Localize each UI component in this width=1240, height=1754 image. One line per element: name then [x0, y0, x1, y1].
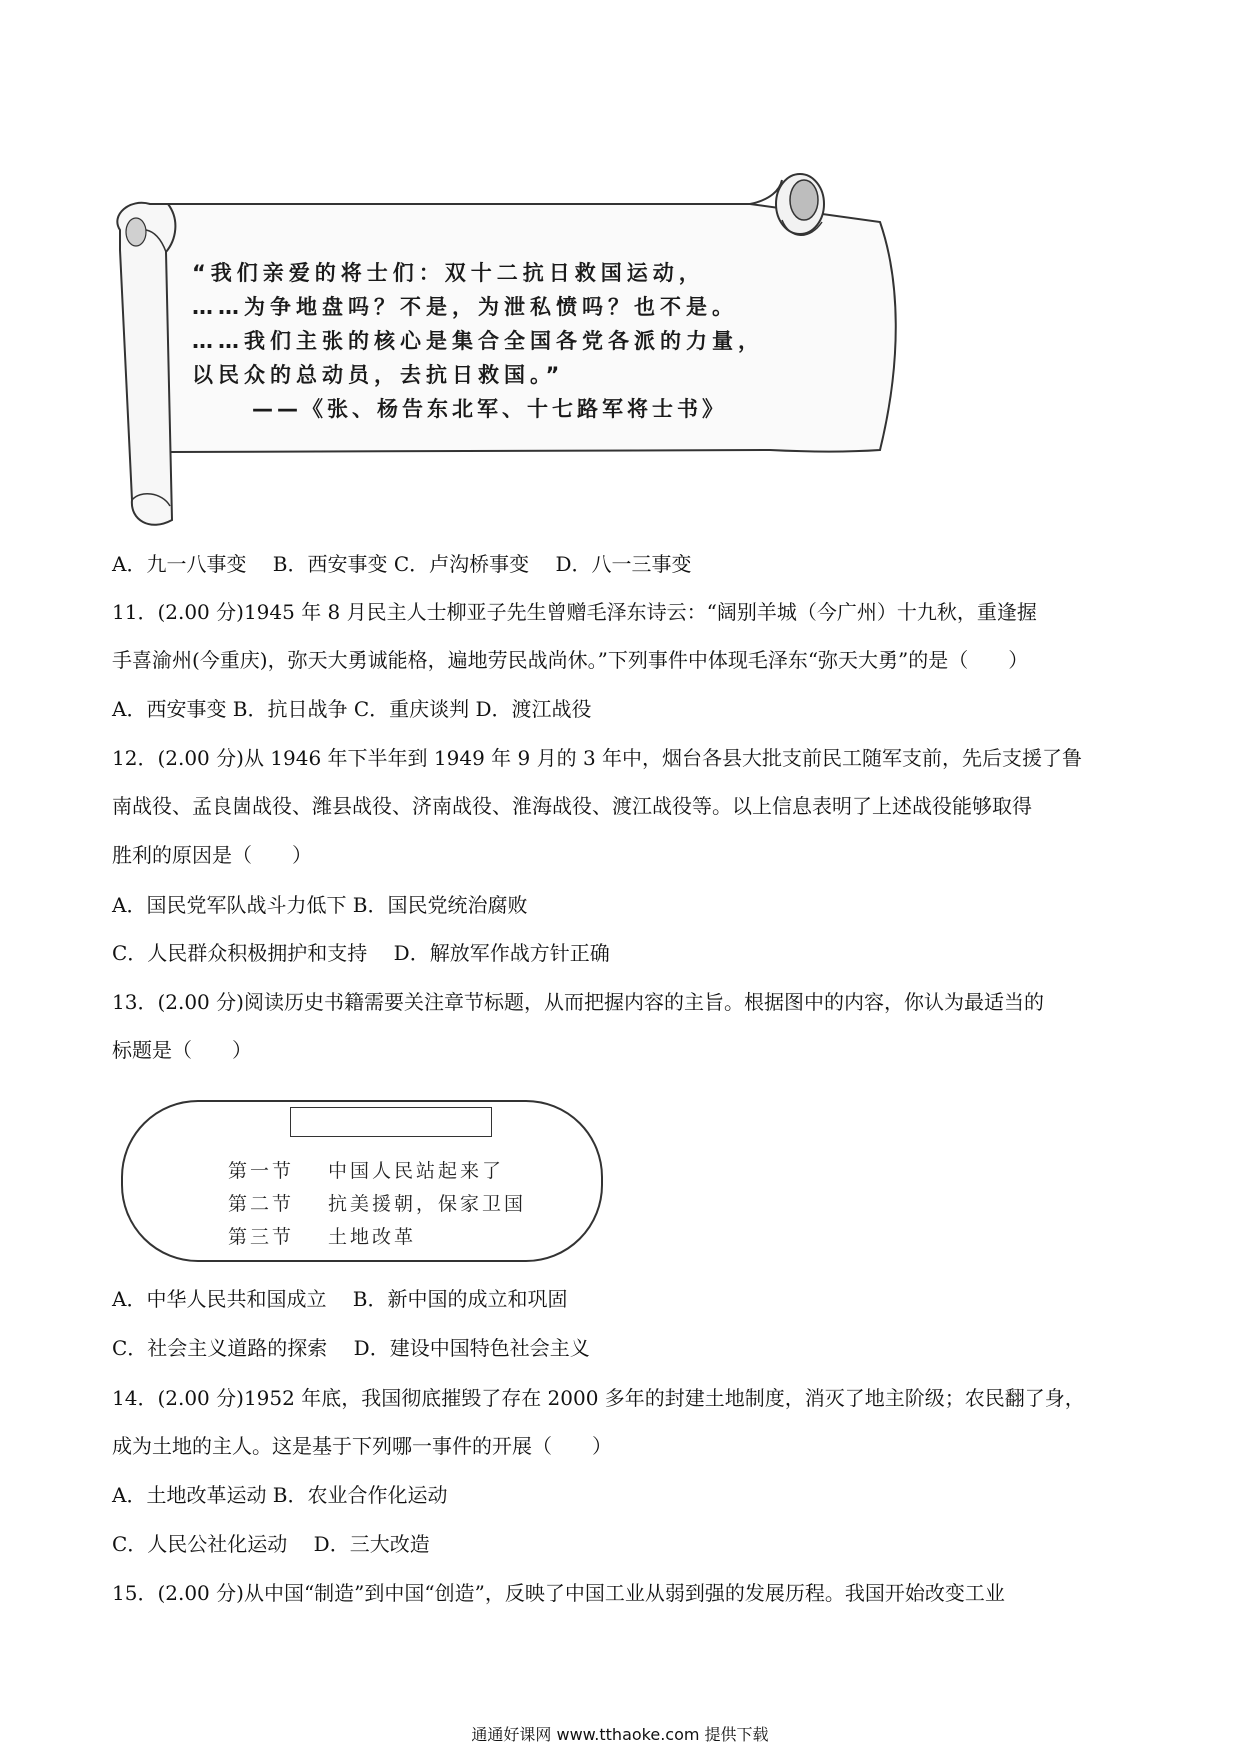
scroll-quote-line: 以民众的总动员，去抗日救国。”	[192, 363, 565, 387]
q12-stem-line: 胜利的原因是（ ）	[112, 843, 312, 867]
q13-options: A．中华人民共和国成立 B．新中国的成立和巩固	[112, 1287, 568, 1311]
chapter-outline-figure	[118, 1097, 608, 1267]
section-number: 第一节	[228, 1160, 295, 1182]
section-list	[228, 1155, 526, 1254]
section-row	[228, 1221, 526, 1254]
page-footer: 通通好课网 www.tthaoke.com 提供下载	[471, 1725, 769, 1744]
q12-options: C．人民群众积极拥护和支持 D．解放军作战方针正确	[112, 941, 610, 965]
scroll-quote-line: “我们亲爱的将士们：双十二抗日救国运动，	[192, 261, 705, 285]
q13-stem-line: 标题是（ ）	[112, 1038, 252, 1062]
section-row	[228, 1155, 526, 1188]
section-title: 土地改革	[328, 1226, 417, 1248]
q14-stem-line: 14．(2.00 分)1952 年底，我国彻底摧毁了存在 2000 多年的封建土地制度，消灭了地主阶级；农民翻了身，	[112, 1386, 1085, 1410]
scroll-quote	[192, 256, 882, 426]
q10-options: A．九一八事变 B．西安事变 C．卢沟桥事变 D．八一三事变	[112, 552, 692, 576]
q11-options: A．西安事变 B．抗日战争 C．重庆谈判 D．渡江战役	[112, 697, 592, 721]
scroll-quote-source: ——《张、杨告东北军、十七路军将士书》	[252, 397, 727, 421]
scroll-quote-line: ……为争地盘吗？不是，为泄私愤吗？也不是。	[192, 295, 738, 319]
section-title: 抗美援朝，保家卫国	[328, 1193, 527, 1215]
q14-stem-line: 成为土地的主人。这是基于下列哪一事件的开展（ ）	[112, 1434, 612, 1458]
q11-stem-line: 11．(2.00 分)1945 年 8 月民主人士柳亚子先生曾赠毛泽东诗云：“阔别羊城（今广州）十九秋，重逢握	[112, 600, 1037, 624]
section-number: 第三节	[228, 1226, 295, 1248]
scroll-quote-line: ……我们主张的核心是集合全国各党各派的力量，	[192, 329, 764, 353]
q15-stem-line: 15．(2.00 分)从中国“制造”到中国“创造”，反映了中国工业从弱到强的发展历程。我国开始改变工业	[112, 1581, 1005, 1605]
q13-options: C．社会主义道路的探索 D．建设中国特色社会主义	[112, 1336, 590, 1360]
chapter-title-blank	[290, 1107, 492, 1137]
q14-options: A．土地改革运动 B．农业合作化运动	[112, 1483, 448, 1507]
q13-stem-line: 13．(2.00 分)阅读历史书籍需要关注章节标题，从而把握内容的主旨。根据图中的内容，你认为最适当的	[112, 990, 1044, 1014]
q12-options: A．国民党军队战斗力低下 B．国民党统治腐败	[112, 893, 528, 917]
scroll-figure	[110, 160, 900, 530]
section-row	[228, 1188, 526, 1221]
section-number: 第二节	[228, 1193, 295, 1215]
q14-options: C．人民公社化运动 D．三大改造	[112, 1532, 430, 1556]
q11-stem-line: 手喜渝州(今重庆)，弥天大勇诚能格，遍地劳民战尚休。”下列事件中体现毛泽东“弥天大勇”的是（ ）	[112, 648, 1029, 672]
q12-stem-line: 12．(2.00 分)从 1946 年下半年到 1949 年 9 月的 3 年中，烟台各县大批支前民工随军支前，先后支援了鲁	[112, 746, 1083, 770]
q12-stem-line: 南战役、孟良崮战役、潍县战役、济南战役、淮海战役、渡江战役等。以上信息表明了上述战役能够取得	[112, 794, 1032, 818]
section-title: 中国人民站起来了	[328, 1160, 505, 1182]
